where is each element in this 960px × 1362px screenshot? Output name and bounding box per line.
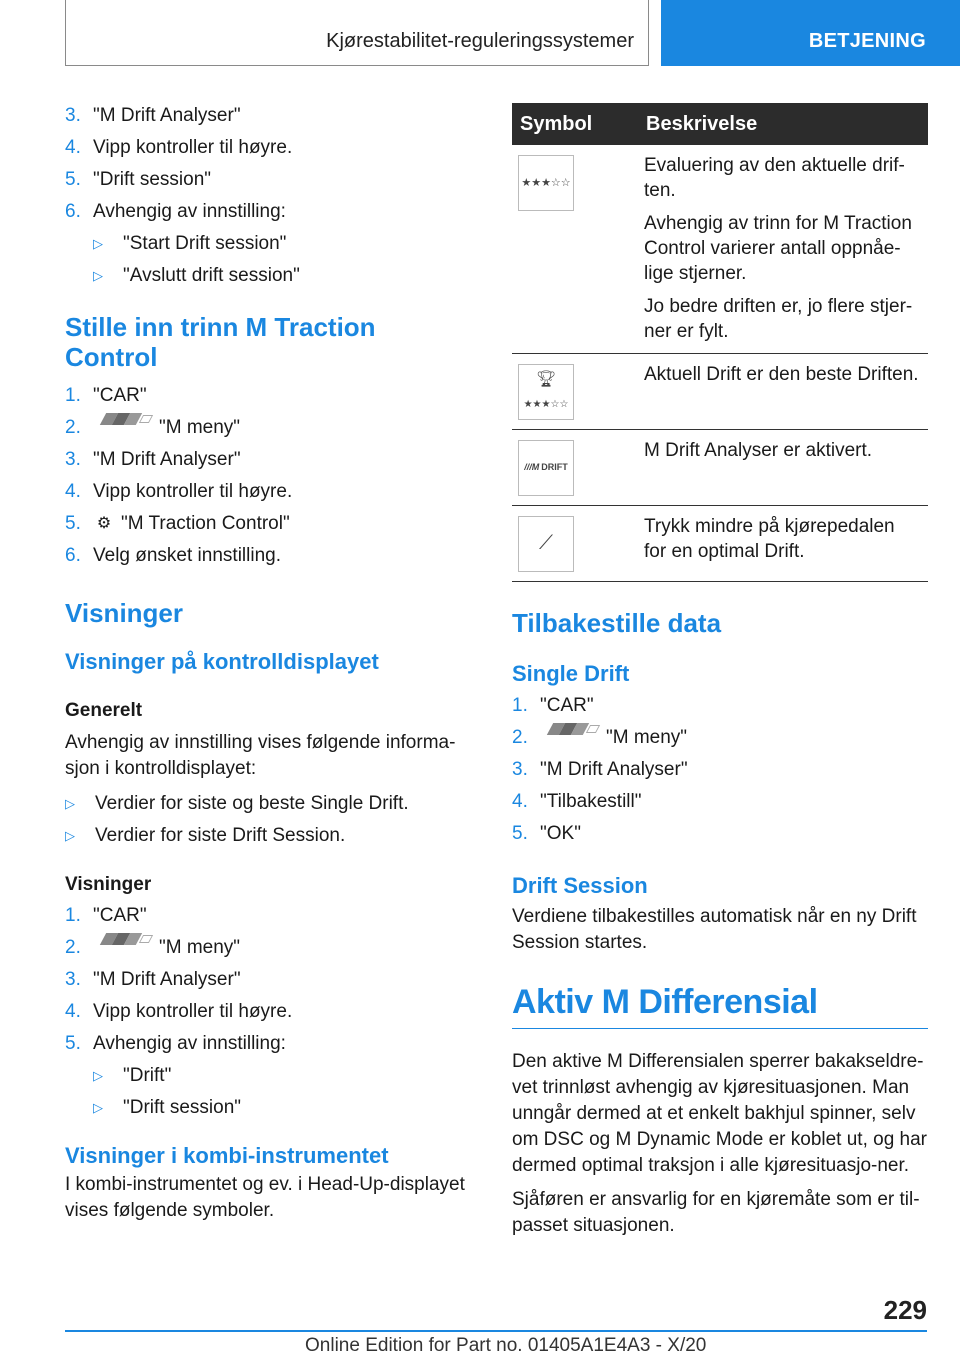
sub-text: "Drift session" (123, 1097, 242, 1118)
description-cell (638, 429, 928, 505)
list-item (512, 690, 928, 722)
step-number: 1. (512, 694, 528, 716)
step-number: 5. (65, 169, 81, 190)
step-text: "CAR" (93, 905, 147, 926)
list-item (65, 540, 475, 572)
column-header-description: Beskrivelse (638, 103, 928, 145)
heading-tilbakestille: Tilbakestille data (512, 607, 722, 638)
heading-generelt: Generelt (65, 700, 143, 721)
table-row (512, 505, 928, 581)
description-text: M Drift Analyser er aktivert. (644, 439, 873, 461)
footer-divider (65, 1330, 927, 1332)
list-item (512, 754, 928, 786)
step-text: Vipp kontroller til høyre. (93, 481, 293, 502)
heading-visninger-sub: Visninger (65, 874, 152, 895)
step-number: 3. (512, 758, 528, 780)
list-item (65, 132, 475, 164)
generelt-bullets (65, 788, 475, 852)
section-label: BETJENING (808, 30, 926, 52)
step-text: Vipp kontroller til høyre. (93, 137, 293, 158)
step-text: "CAR" (540, 694, 594, 716)
table-row (512, 145, 928, 353)
step-number: 3. (65, 105, 81, 126)
description-text: Evaluering av den aktuelle drif-ten. (644, 155, 905, 201)
paragraph-kombi: I kombi-instrumentet og ev. i Head-Up-displayet vises følgende symboler. (65, 1174, 465, 1221)
m-menu-icon (95, 412, 149, 426)
step-number: 1. (65, 385, 81, 406)
symbol-cell (512, 145, 638, 353)
step-number: 2. (65, 937, 81, 958)
description-text: Aktuell Drift er den beste Driften. (644, 363, 919, 385)
m-drift-icon: ///M DRIFT (518, 440, 574, 496)
step-number: 6. (65, 201, 81, 222)
paragraph-aktiv-2: Sjåføren er ansvarlig for en kjøremåte som er til-passet situasjonen. (512, 1188, 920, 1236)
sub-item (65, 260, 475, 292)
description-cell (638, 145, 928, 353)
symbol-cell (512, 429, 638, 505)
step-text: Avhengig av innstilling: (93, 1033, 286, 1054)
heading-stille-inn: Stille inn trinn M Traction Control (65, 312, 376, 372)
description-cell (638, 505, 928, 581)
right-column (512, 103, 928, 1239)
section-tab (661, 0, 960, 66)
list-item (65, 1028, 475, 1060)
step-text: "M Drift Analyser" (540, 758, 688, 780)
heading-kontrolldisplay: Visninger på kontrolldisplayet (65, 649, 379, 674)
step-text: Avhengig av innstilling: (93, 201, 286, 222)
stille-steps (65, 380, 475, 572)
step-number: 5. (65, 513, 81, 534)
trophy-stars-icon: 🏆︎ ★★★☆☆ (518, 364, 574, 420)
step-text: "OK" (540, 822, 581, 844)
triangle-bullet-icon: ▷ (93, 268, 103, 283)
list-item (65, 100, 475, 132)
symbol-cell (512, 353, 638, 429)
step-text: Velg ønsket innstilling. (93, 545, 281, 566)
step-number: 1. (65, 905, 81, 926)
list-item (512, 786, 928, 818)
list-item (65, 164, 475, 196)
single-steps (512, 690, 928, 850)
heading-kombi: Visninger i kombi-instrumentet (65, 1143, 389, 1168)
step-text: Vipp kontroller til høyre. (93, 1001, 293, 1022)
paragraph-drift-session: Verdiene tilbakestilles automatisk når en ny Drift Session startes. (512, 905, 917, 953)
bullet-text: Verdier for siste Drift Session. (95, 825, 346, 846)
step-number: 4. (65, 137, 81, 158)
stars-icon: ★★★☆☆ (518, 155, 574, 211)
list-item (65, 996, 475, 1028)
description-text: Avhengig av trinn for M Traction Control varierer antall oppnåe-lige stjerner. (644, 213, 912, 284)
sub-item (65, 1092, 475, 1124)
list-item (512, 722, 928, 754)
paragraph-generelt: Avhengig av innstilling vises følgende informa-sjon i kontrolldisplayet: (65, 732, 456, 779)
list-item (65, 900, 475, 932)
step-text: "Tilbakestill" (540, 790, 642, 812)
heading-aktiv-m-differensial: Aktiv M Differensial (512, 982, 928, 1029)
step-number: 2. (65, 417, 81, 438)
header-title-box (65, 0, 649, 66)
pedal-icon: ⟋ (518, 516, 574, 572)
triangle-bullet-icon: ▷ (93, 1068, 103, 1083)
list-item (65, 444, 475, 476)
sub-item (65, 1060, 475, 1092)
step-text: "M Drift Analyser" (93, 449, 241, 470)
description-text: Trykk mindre på kjørepedalen for en optimal Drift. (644, 515, 895, 562)
list-item (65, 196, 475, 228)
step-text: "Drift session" (93, 169, 212, 190)
step-text: "CAR" (93, 385, 147, 406)
step-number: 4. (65, 1001, 81, 1022)
list-item (65, 476, 475, 508)
bullet-item (65, 820, 475, 852)
list-item (512, 818, 928, 850)
step-number: 5. (65, 1033, 81, 1054)
footer-edition-text: Online Edition for Part no. 01405A1E4A3 - X/20 (305, 1335, 707, 1356)
step-text: "M Drift Analyser" (93, 105, 241, 126)
chapter-title: Kjørestabilitet-reguleringssystemer (326, 30, 634, 52)
sub-item (65, 228, 475, 260)
heading-visninger: Visninger (65, 598, 184, 628)
triangle-bullet-icon: ▷ (93, 1100, 103, 1115)
list-item (65, 508, 475, 540)
visninger-steps (65, 900, 475, 1124)
triangle-bullet-icon: ▷ (93, 236, 103, 251)
step-number: 2. (512, 726, 528, 748)
step-number: 4. (512, 790, 528, 812)
table-header-row (512, 103, 928, 145)
step-number: 5. (512, 822, 528, 844)
bullet-text: Verdier for siste og beste Single Drift. (95, 793, 409, 814)
sub-text: "Avslutt drift session" (123, 265, 300, 286)
heading-drift-session: Drift Session (512, 872, 648, 898)
m-menu-icon (542, 722, 596, 736)
bullet-item (65, 788, 475, 820)
intro-steps (65, 100, 475, 292)
m-drift-label: DRIFT (541, 462, 568, 472)
list-item (65, 380, 475, 412)
left-column (65, 100, 475, 1224)
list-item (65, 964, 475, 996)
sub-text: "Drift" (123, 1065, 172, 1086)
step-text: "M Traction Control" (121, 513, 290, 534)
description-cell (638, 353, 928, 429)
step-number: 6. (65, 545, 81, 566)
step-text: "M meny" (159, 937, 241, 958)
table-row (512, 353, 928, 429)
page-header (0, 0, 960, 66)
step-text: "M meny" (159, 417, 241, 438)
list-item (65, 412, 475, 444)
table-row (512, 429, 928, 505)
symbol-table (512, 103, 928, 582)
m-menu-icon (95, 932, 149, 946)
step-number: 3. (65, 449, 81, 470)
triangle-bullet-icon: ▷ (65, 828, 75, 843)
step-number: 3. (65, 969, 81, 990)
description-text: Jo bedre driften er, jo flere stjer-ner er fylt. (644, 296, 913, 342)
page-number: 229 (883, 1295, 927, 1325)
list-item (65, 932, 475, 964)
heading-single-drift: Single Drift (512, 660, 630, 686)
column-header-symbol: Symbol (512, 103, 638, 145)
step-text: "M meny" (606, 726, 688, 748)
sub-text: "Start Drift session" (123, 233, 287, 254)
triangle-bullet-icon: ▷ (65, 796, 75, 811)
traction-control-icon: ⚙ (96, 515, 112, 532)
symbol-cell (512, 505, 638, 581)
paragraph-aktiv-1: Den aktive M Differensialen sperrer bakakseldre-vet trinnløst avhengig av kjøresituasjonen. Man unngår dermed at et enkelt bakhjul spinner, selv om DSC og M Dynamic Mode er koblet ut, og har dermed optimal traksjon i alle kjøresituasjo-ner. (512, 1050, 928, 1176)
step-text: "M Drift Analyser" (93, 969, 241, 990)
step-number: 4. (65, 481, 81, 502)
